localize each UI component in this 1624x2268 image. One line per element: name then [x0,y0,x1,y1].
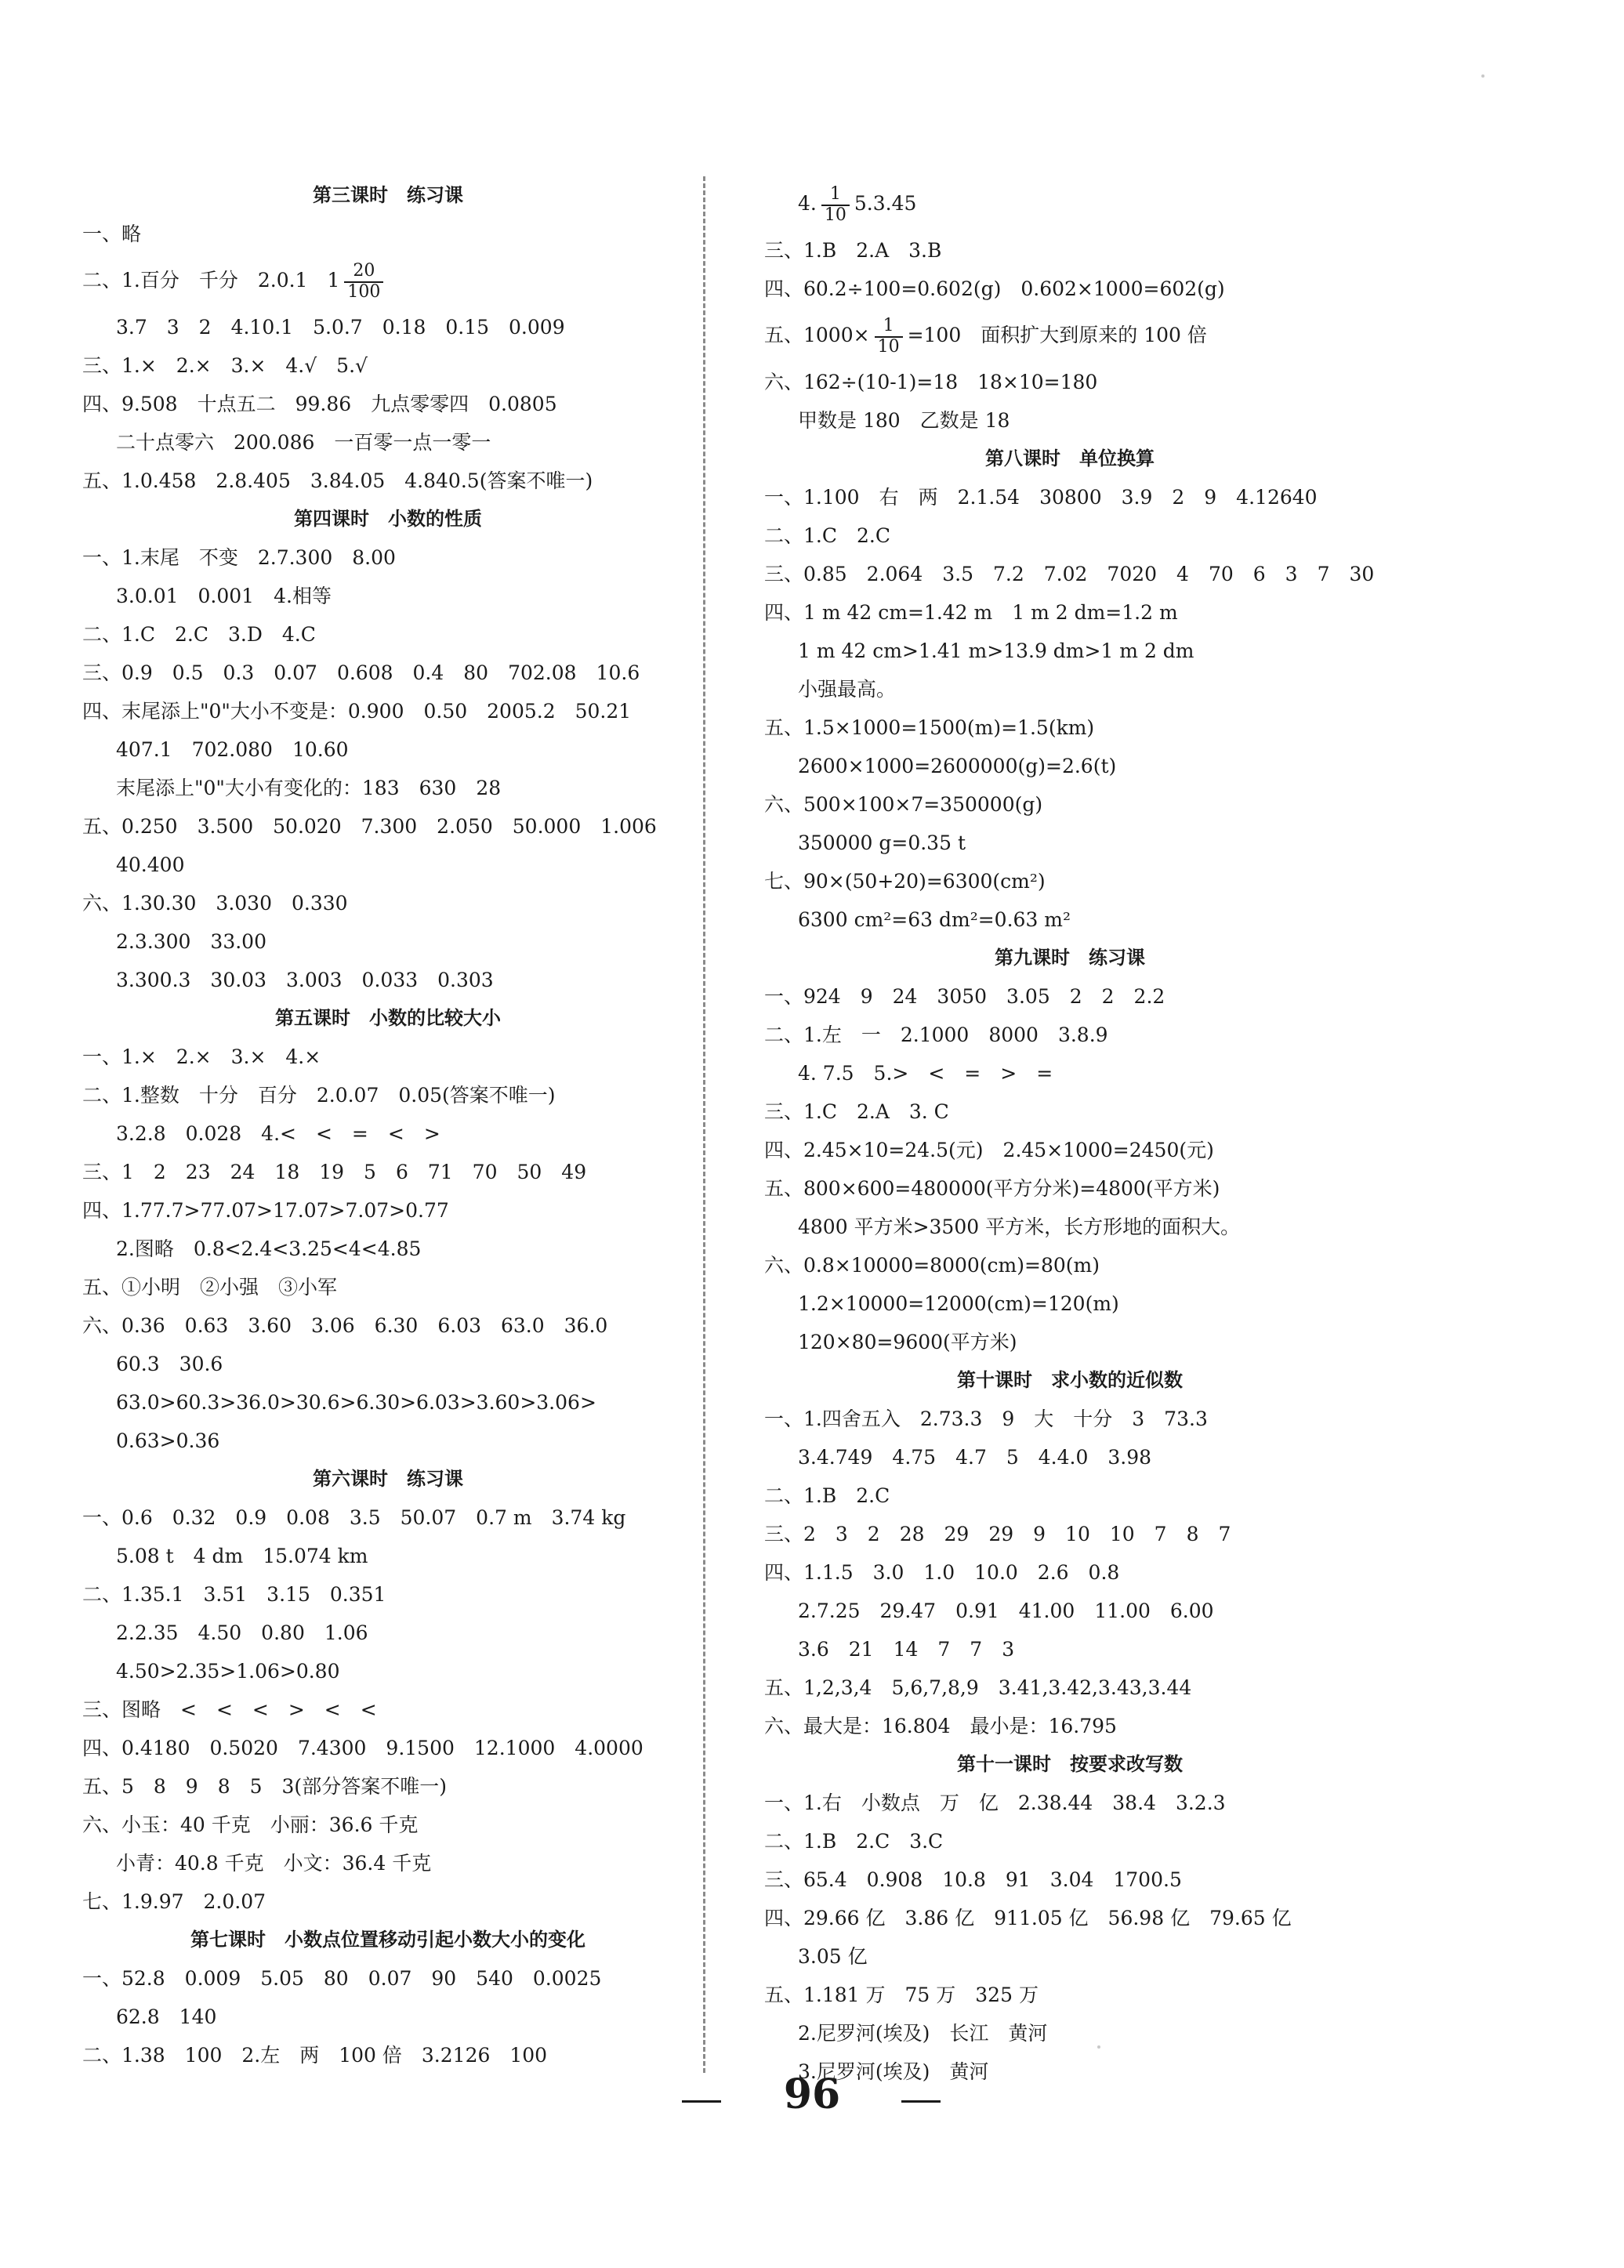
answer-text: 四、29.66 亿 3.86 亿 911.05 亿 56.98 亿 79.65 亿 [764,1907,1292,1929]
answer-text: 4. [798,192,817,215]
answer-line [82,423,694,462]
answer-text: 一、0.6 0.32 0.9 0.08 3.5 50.07 0.7 m 3.74 kg [82,1506,626,1529]
answer-text: 一、1.右 小数点 万 亿 2.38.44 38.4 3.2.3 [764,1792,1226,1814]
answer-line [764,555,1376,593]
answer-line [764,1476,1376,1515]
answer-line [764,1054,1376,1092]
answer-text: 三、1.B 2.A 3.B [764,239,942,262]
answer-text: 二、1.C 2.C [764,524,890,547]
answer-line [764,1092,1376,1131]
answer-line [82,1844,694,1882]
answer-line [82,253,694,308]
answer-text: 407.1 702.080 10.60 [116,738,349,761]
right-column [764,176,1376,2091]
answer-text: 二、1.百分 千分 2.0.1 1 [82,269,340,292]
answer-line [82,961,694,999]
answer-line [764,670,1376,708]
answer-line [82,1114,694,1153]
answer-line [82,1767,694,1806]
answer-text: 2600×1000=2600000(g)=2.6(t) [798,755,1117,777]
answer-text: 4800 平方米>3500 平方米，长方形地的面积大。 [798,1216,1241,1238]
answer-line [764,363,1376,401]
answer-text: 一、1.末尾 不变 2.7.300 8.00 [82,546,396,569]
answer-text: 4.50>2.35>1.06>0.80 [116,1660,340,1683]
answer-text: 六、最大是：16.804 最小是：16.795 [764,1715,1117,1737]
answer-text: 五、5 8 9 8 5 3(部分答案不唯一) [82,1775,447,1798]
answer-line [82,215,694,253]
answer-line [764,1246,1376,1284]
answer-line [82,884,694,922]
answer-text: 五、1.5×1000=1500(m)=1.5(km) [764,716,1095,739]
answer-text: 七、90×(50+20)=6300(cm²) [764,870,1046,893]
answer-text: 2.尼罗河(埃及) 长江 黄河 [798,2022,1048,2045]
answer-line [764,785,1376,824]
answer-line [82,538,694,577]
answer-text: 2.7.25 29.47 0.91 41.00 11.00 6.00 [798,1600,1214,1622]
answer-text: 5.08 t 4 dm 15.074 km [116,1545,368,1567]
answer-text: 3.0.01 0.001 4.相等 [116,585,332,607]
answer-line [764,1592,1376,1630]
answer-text: 五、1.181 万 75 万 325 万 [764,1984,1039,2006]
answer-text: 二、1.整数 十分 百分 2.0.07 0.05(答案不唯一) [82,1084,556,1107]
answer-line [82,577,694,615]
answer-line [764,593,1376,632]
answer-line [82,1614,694,1652]
answer-text: 四、60.2÷100=0.602(g) 0.602×1000=602(g) [764,277,1225,300]
answer-line [764,1899,1376,1937]
answer-line [82,385,694,423]
answer-text: 第七课时 小数点位置移动引起小数大小的变化 [190,1929,585,1951]
answer-text: 第四课时 小数的性质 [294,508,482,530]
answer-text: 2.2.35 4.50 0.80 1.06 [116,1621,368,1644]
answer-line [764,231,1376,270]
left-column [82,176,694,2074]
answer-line [82,2036,694,2074]
answer-line [764,1822,1376,1860]
section-heading [82,999,694,1038]
answer-line [82,922,694,961]
answer-text: 一、52.8 0.009 5.05 80 0.07 90 540 0.0025 [82,1967,602,1990]
page-number-dash-right [901,2100,941,2103]
answer-text: 三、1 2 23 24 18 19 5 6 71 70 50 49 [82,1161,587,1183]
answer-text: 三、65.4 0.908 10.8 91 3.04 1700.5 [764,1868,1182,1891]
answer-line [764,1630,1376,1668]
answer-line [82,1998,694,2036]
answer-text: 3.05 亿 [798,1945,868,1968]
section-heading [764,440,1376,478]
answer-line [82,1537,694,1575]
answer-text: 六、0.36 0.63 3.60 3.06 6.30 6.03 63.0 36.0 [82,1314,608,1337]
answer-text: 60.3 30.6 [116,1353,223,1375]
answer-line [82,1652,694,1690]
answer-text: 五、800×600=480000(平方分米)=4800(平方米) [764,1177,1220,1200]
answer-line [764,516,1376,555]
answer-text: 3.300.3 30.03 3.003 0.033 0.303 [116,969,494,991]
answer-line [82,769,694,807]
answer-line [82,1038,694,1076]
answer-text: 二、1.35.1 3.51 3.15 0.351 [82,1583,386,1606]
answer-text: 1.2×10000=12000(cm)=120(m) [798,1292,1119,1315]
answer-text: 4. 7.5 5.> < = > = [798,1062,1053,1085]
answer-text: 350000 g=0.35 t [798,831,966,854]
answer-text: 1 m 42 cm>1.41 m>13.9 dm>1 m 2 dm [798,639,1194,662]
answer-text: 六、0.8×10000=8000(cm)=80(m) [764,1254,1100,1277]
answer-text: 二、1.C 2.C 3.D 4.C [82,623,316,646]
answer-text: 6300 cm²=63 dm²=0.63 m² [798,908,1071,931]
answer-text: 六、500×100×7=350000(g) [764,793,1043,816]
answer-line [82,1076,694,1114]
answer-line [764,1976,1376,2014]
answer-text: 小青：40.8 千克 小文：36.4 千克 [116,1852,432,1875]
answer-line [82,1729,694,1767]
answer-text: 四、1.1.5 3.0 1.0 10.0 2.6 0.8 [764,1561,1120,1584]
answer-line [764,270,1376,308]
answer-text: 三、2 3 2 28 29 29 9 10 10 7 8 7 [764,1523,1231,1545]
answer-text: 第十课时 求小数的近似数 [957,1369,1183,1391]
page-number: 96 [783,2071,841,2118]
answer-text: 三、图略 < < < > < < [82,1698,377,1721]
answer-line [764,1284,1376,1323]
section-heading [764,1361,1376,1400]
answer-text: 六、162÷(10-1)=18 18×10=180 [764,371,1098,393]
answer-text: 3.7 3 2 4.10.1 5.0.7 0.18 0.15 0.009 [116,316,565,339]
answer-text: 五、1.0.458 2.8.405 3.84.05 4.840.5(答案不唯一) [82,469,593,492]
answer-line [764,1553,1376,1592]
answer-line [82,1230,694,1268]
answer-text: 一、1.× 2.× 3.× 4.× [82,1045,321,1068]
answer-text: 二、1.左 一 2.1000 8000 3.8.9 [764,1023,1108,1046]
answer-line [82,1306,694,1345]
answer-line [82,308,694,346]
column-divider [703,176,705,2073]
answer-line [764,1668,1376,1707]
section-heading [82,176,694,215]
fraction-numerator: 1 [821,185,850,205]
answer-text: 五、0.250 3.500 50.020 7.300 2.050 50.000 1.006 [82,815,657,838]
answer-text: 0.63>0.36 [116,1429,220,1452]
answer-line [82,1882,694,1921]
answer-text: 六、1.30.30 3.030 0.330 [82,892,348,915]
answer-line [764,401,1376,440]
answer-text: 四、9.508 十点五二 99.86 九点零零四 0.0805 [82,393,557,415]
answer-line [764,977,1376,1016]
answer-text: 一、924 9 24 3050 3.05 2 2 2.2 [764,985,1165,1008]
fraction-denominator: 10 [824,205,846,225]
answer-text-after-fraction: =100 面积扩大到原来的 100 倍 [907,324,1207,346]
answer-line [82,1498,694,1537]
answer-line [82,1806,694,1844]
answer-line [82,730,694,769]
scan-speck [1097,2045,1100,2049]
answer-text: 62.8 140 [116,2005,217,2028]
answer-text: 二十点零六 200.086 一百零一点一零一 [116,431,491,454]
answer-text: 第九课时 练习课 [995,947,1145,969]
answer-text: 63.0>60.3>36.0>30.6>6.30>6.03>3.60>3.06> [116,1391,596,1414]
answer-text: 一、略 [82,223,142,245]
scan-speck [1481,74,1484,78]
answer-text: 四、0.4180 0.5020 7.4300 9.1500 12.1000 4.0000 [82,1737,643,1759]
answer-line [764,1784,1376,1822]
answer-text: 3.6 21 14 7 7 3 [798,1638,1015,1661]
answer-text: 2.3.300 33.00 [116,930,266,953]
fraction-numerator: 20 [344,262,383,282]
fraction-denominator: 100 [347,281,381,302]
section-heading [82,1460,694,1498]
answer-line [764,1937,1376,1976]
answer-text: 五、1,2,3,4 5,6,7,8,9 3.41,3.42,3.43,3.44 [764,1676,1192,1699]
answer-text: 四、1 m 42 cm=1.42 m 1 m 2 dm=1.2 m [764,601,1178,624]
answer-text: 四、1.77.7>77.07>17.07>7.07>0.77 [82,1199,449,1222]
answer-line [82,807,694,846]
answer-line [764,1016,1376,1054]
answer-text: 小强最高。 [798,678,897,701]
answer-text: 二、1.B 2.C 3.C [764,1830,944,1853]
answer-line [764,1438,1376,1476]
answer-line [82,1575,694,1614]
answer-line [764,1860,1376,1899]
answer-line [764,1169,1376,1208]
answer-line [764,176,1376,231]
answer-text: 三、1.C 2.A 3. C [764,1100,949,1123]
answer-line [82,1422,694,1460]
answer-text: 三、0.85 2.064 3.5 7.2 7.02 7020 4 70 6 3 7 30 [764,563,1375,585]
answer-line [82,1268,694,1306]
fraction [875,317,903,356]
answer-line [764,862,1376,900]
answer-text: 第五课时 小数的比较大小 [275,1007,501,1029]
answer-text: 六、小玉：40 千克 小丽：36.6 千克 [82,1813,419,1836]
answer-line [82,1959,694,1998]
answer-text: 3.4.749 4.75 4.7 5 4.4.0 3.98 [798,1446,1152,1469]
section-heading [764,939,1376,977]
answer-text: 3.2.8 0.028 4.< < = < > [116,1122,440,1145]
answer-text: 120×80=9600(平方米) [798,1331,1017,1353]
answer-text: 末尾添上"0"大小有变化的：183 630 28 [116,777,502,799]
fraction-numerator: 1 [875,317,903,337]
answer-text: 五、1000× [764,324,870,346]
answer-line [764,2014,1376,2052]
answer-text: 四、2.45×10=24.5(元) 2.45×1000=2450(元) [764,1139,1214,1161]
answer-line [82,615,694,654]
answer-text-after-fraction: 5.3.45 [854,192,917,215]
answer-text: 甲数是 180 乙数是 18 [798,409,1010,432]
answer-text: 第十一课时 按要求改写数 [957,1753,1183,1775]
answer-line [764,1131,1376,1169]
answer-text: 三、1.× 2.× 3.× 4.√ 5.√ [82,354,368,377]
answer-text: 第八课时 单位换算 [985,447,1155,469]
answer-line [764,1515,1376,1553]
answer-line [764,1400,1376,1438]
answer-line [82,462,694,500]
answer-text: 第三课时 练习课 [313,184,463,206]
fraction-denominator: 10 [877,336,900,357]
answer-line [764,824,1376,862]
section-heading [82,1921,694,1959]
answer-text: 二、1.38 100 2.左 两 100 倍 3.2126 100 [82,2044,548,2067]
fraction [821,185,850,224]
answer-line [82,346,694,385]
answer-line [764,1707,1376,1745]
answer-line [82,1153,694,1191]
answer-text: 一、1.100 右 两 2.1.54 30800 3.9 2 9 4.12640 [764,486,1318,509]
answer-line [764,308,1376,363]
answer-text: 五、①小明 ②小强 ③小军 [82,1276,338,1299]
answer-line [764,708,1376,747]
answer-line [764,632,1376,670]
answer-text: 2.图略 0.8<2.4<3.25<4<4.85 [116,1237,422,1260]
section-heading [82,500,694,538]
answer-line [764,1323,1376,1361]
answer-text: 二、1.B 2.C [764,1484,890,1507]
answer-text: 四、末尾添上"0"大小不变是：0.900 0.50 2005.2 50.21 [82,700,632,723]
answer-line [82,846,694,884]
answer-line [764,1208,1376,1246]
section-heading [764,1745,1376,1784]
answer-text: 一、1.四舍五入 2.73.3 9 大 十分 3 73.3 [764,1408,1208,1430]
answer-line [764,478,1376,516]
answer-line [82,1191,694,1230]
answer-line [82,1345,694,1383]
answer-text: 3.尼罗河(埃及) 黄河 [798,2060,989,2083]
answer-line [82,1383,694,1422]
fraction [344,262,383,301]
answer-line [82,692,694,730]
answer-text: 三、0.9 0.5 0.3 0.07 0.608 0.4 80 702.08 10.6 [82,661,640,684]
answer-line [82,1690,694,1729]
answer-text: 七、1.9.97 2.0.07 [82,1890,266,1913]
answer-line [764,747,1376,785]
answer-line [82,654,694,692]
answer-text: 第六课时 练习课 [313,1468,463,1490]
answer-line [764,900,1376,939]
answer-text: 40.400 [116,853,185,876]
